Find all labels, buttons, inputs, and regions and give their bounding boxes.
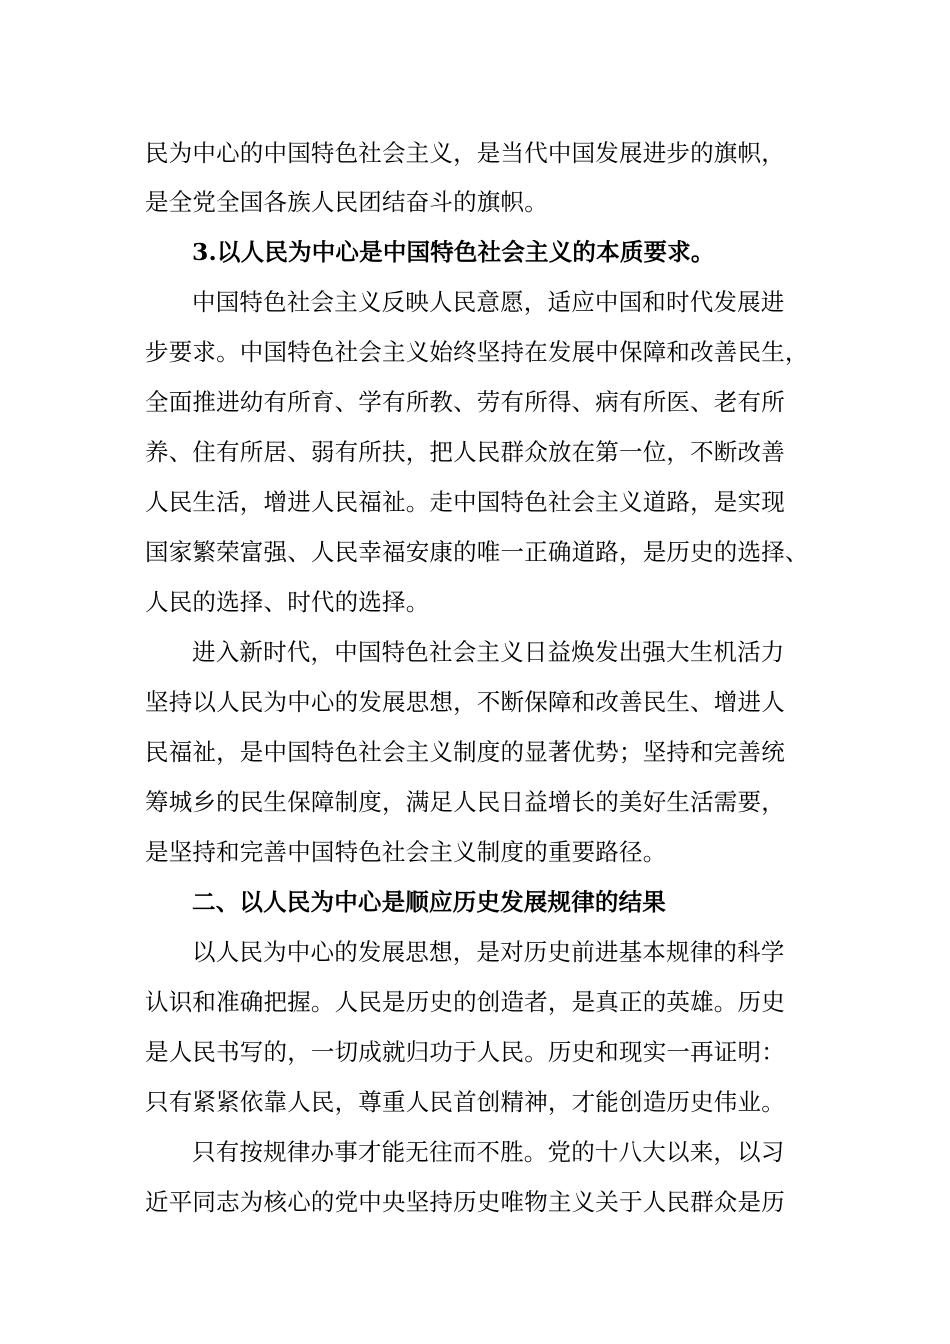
text-line: 步要求。中国特色社会主义始终坚持在发展中保障和改善民生， xyxy=(145,338,809,366)
text-line: 国家繁荣富强、人民幸福安康的唯一正确道路，是历史的选择、 xyxy=(145,538,809,566)
text-line: 是人民书写的，一切成就归功于人民。历史和现实一再证明： xyxy=(145,1038,785,1066)
text-line: 认识和准确把握。人民是历史的创造者，是真正的英雄。历史 xyxy=(145,988,785,1016)
paragraph-first-line: 中国特色社会主义反映人民意愿，适应中国和时代发展进 xyxy=(192,288,785,316)
text-line: 近平同志为核心的党中央坚持历史唯物主义关于人民群众是历 xyxy=(145,1188,785,1216)
section-heading: 二、以人民为中心是顺应历史发展规律的结果 xyxy=(192,888,666,916)
text-line: 筹城乡的民生保障制度，满足人民日益增长的美好生活需要， xyxy=(145,788,785,816)
text-line: 民福祉，是中国特色社会主义制度的显著优势；坚持和完善统 xyxy=(145,738,785,766)
text-line: 是坚持和完善中国特色社会主义制度的重要路径。 xyxy=(145,838,667,866)
text-line: 坚持以人民为中心的发展思想，不断保障和改善民生、增进人 xyxy=(145,688,785,716)
text-line: 是全党全国各族人民团结奋斗的旗帜。 xyxy=(145,188,548,216)
paragraph-first-line: 进入新时代，中国特色社会主义日益焕发出强大生机活力 xyxy=(192,638,785,666)
section-heading: 3.以人民为中心是中国特色社会主义的本质要求。 xyxy=(192,238,715,266)
text-line: 全面推进幼有所育、学有所教、劳有所得、病有所医、老有所 xyxy=(145,388,785,416)
text-line: 只有紧紧依靠人民，尊重人民首创精神，才能创造历史伟业。 xyxy=(145,1088,785,1116)
text-line: 养、住有所居、弱有所扶，把人民群众放在第一位，不断改善 xyxy=(145,438,785,466)
paragraph-first-line: 只有按规律办事才能无往而不胜。党的十八大以来，以习 xyxy=(192,1138,785,1166)
paragraph-first-line: 以人民为中心的发展思想，是对历史前进基本规律的科学 xyxy=(192,938,785,966)
text-line: 民为中心的中国特色社会主义，是当代中国发展进步的旗帜， xyxy=(145,139,785,167)
text-line: 人民生活，增进人民福祉。走中国特色社会主义道路，是实现 xyxy=(145,488,785,516)
text-line: 人民的选择、时代的选择。 xyxy=(145,588,430,616)
